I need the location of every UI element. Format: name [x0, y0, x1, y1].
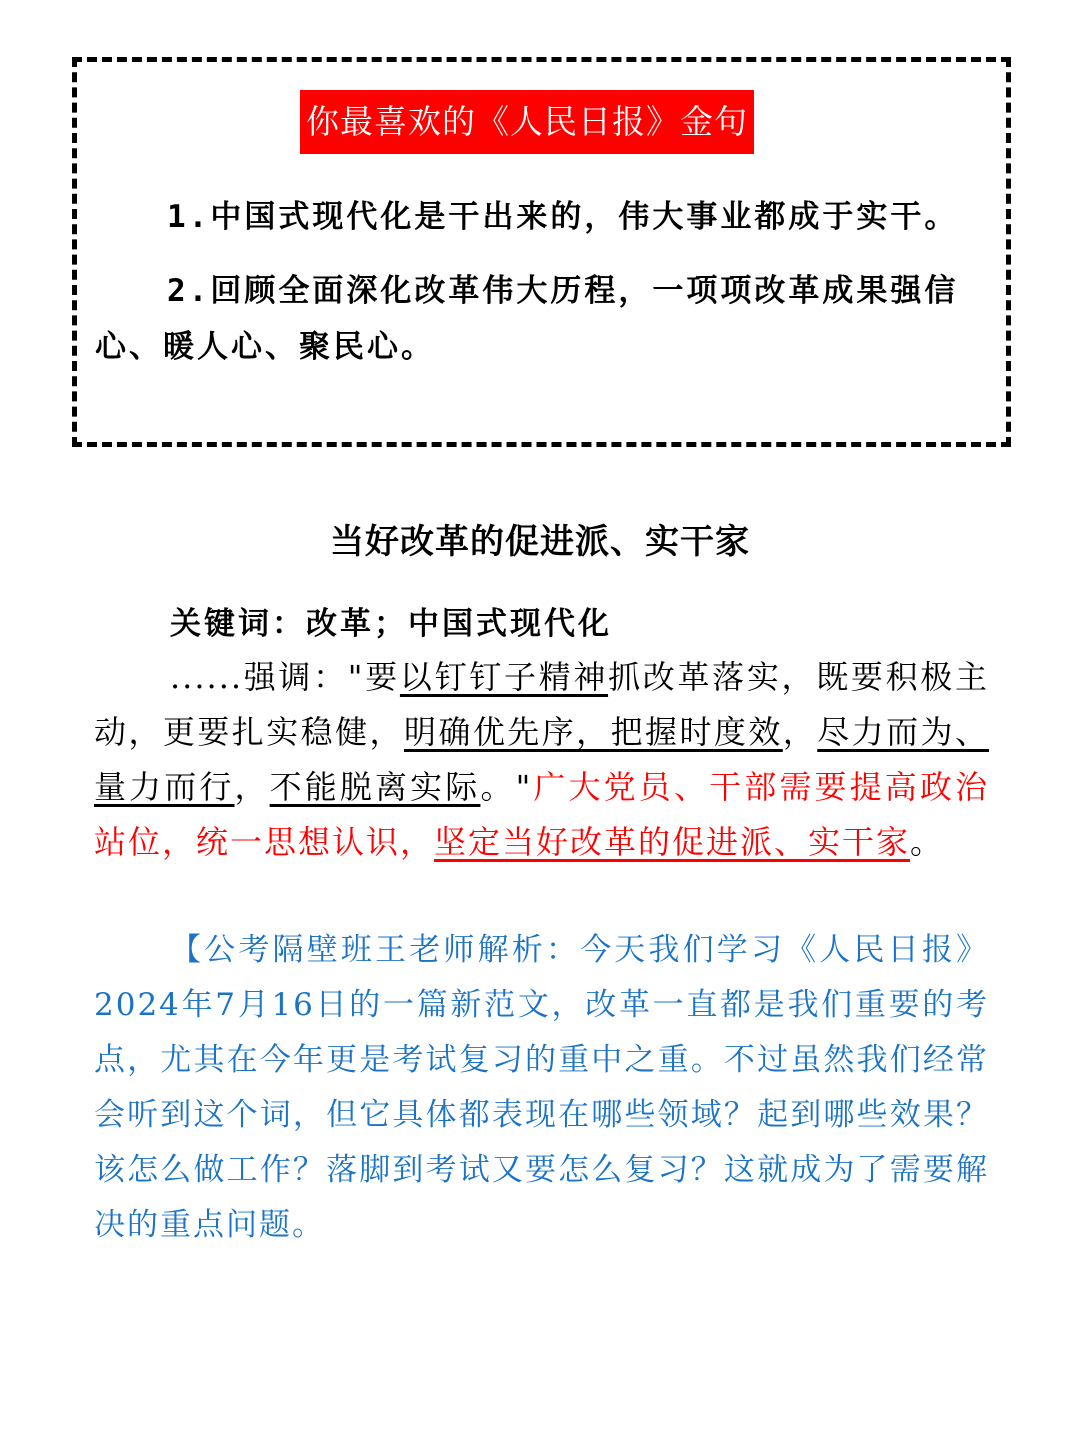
underlined-phrase-2: 明确优先序，把握时度效 [403, 713, 783, 751]
body-text-3: ， [234, 768, 270, 806]
body-text-2: ， [782, 713, 818, 751]
quote-item-1: 1.中国式现代化是干出来的，伟大事业都成于实干。 [167, 199, 959, 235]
underlined-phrase-3: 尽力而为、量力而行 [94, 713, 989, 806]
article-body-paragraph [94, 650, 989, 870]
underlined-phrase-1: 以钉钉子精神 [399, 658, 609, 696]
red-highlight-text: 广大党员、干部需要提高政治站位，统一思想认识， [94, 768, 989, 861]
article-title: 当好改革的促进派、实干家 [330, 522, 750, 562]
teacher-analysis-paragraph: 【公考隔壁班王老师解析：今天我们学习《人民日报》2024年7月16日的一篇新范文，改革一直都是我们重要的考点，尤其在今年更是考试复习的重中之重。不过虽然我们经常会听到这个词，但它具体都表现在哪些领域？起到哪些效果？该怎么做工作？落脚到考试又要怎么复习？这就成为了需要解决的重点问题。 [94, 932, 989, 1243]
quote-item-2: 2.回顾全面深化改革伟大历程，一项项改革成果强信心、暖人心、聚民心。 [95, 273, 959, 365]
golden-quotes-title: 你最喜欢的《人民日报》金句 [300, 90, 754, 154]
golden-quotes-box [72, 57, 1011, 447]
body-lead: ......强调："要 [170, 658, 400, 696]
keywords-line: 关键词：改革；中国式现代化 [170, 606, 612, 642]
red-underlined-phrase: 坚定当好改革的促进派、实干家 [434, 823, 911, 861]
underlined-phrase-4: 不能脱离实际 [269, 768, 481, 806]
golden-quotes-list [95, 189, 980, 393]
body-text-1: 抓改革落实，既要积极主动，更要扎实稳健， [94, 658, 989, 751]
body-end-punctuation: 。 [910, 823, 945, 861]
body-text-4: 。" [480, 768, 533, 806]
